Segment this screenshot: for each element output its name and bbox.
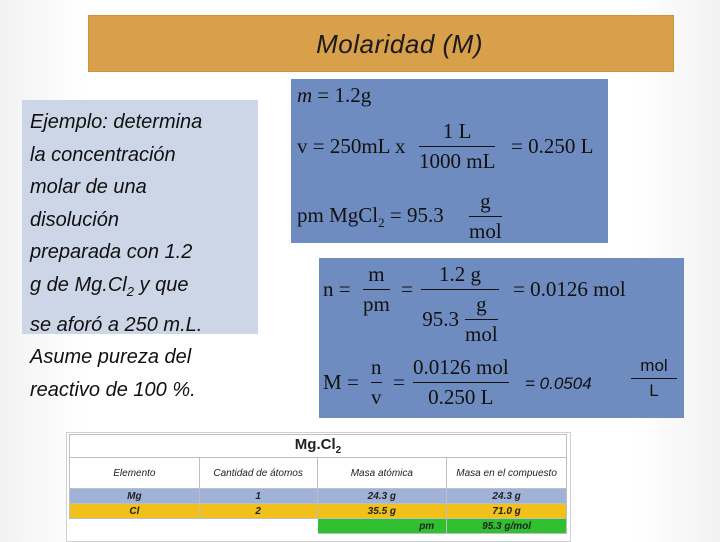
pm-value: 95.3 g/mol — [447, 519, 567, 534]
table-cell: 2 — [199, 504, 317, 519]
example-subscript: 2 — [126, 283, 134, 299]
table-cell: 71.0 g — [447, 504, 567, 519]
example-line-tail: y que — [139, 273, 189, 296]
moles-result: = 0.0126 mol — [513, 277, 626, 301]
fraction-bar — [465, 319, 498, 320]
nested-unit-numerator: g — [476, 292, 487, 316]
fraction-bar — [363, 289, 390, 290]
molar-mass-unit-fraction — [469, 189, 502, 244]
molarity-lhs: M = — [323, 370, 359, 394]
table-row — [70, 489, 567, 504]
molar-mass-label: pm MgCl — [297, 203, 379, 227]
example-line: Ejemplo: determina — [30, 111, 203, 133]
table-cell: Mg — [70, 489, 200, 504]
table-title-text: Mg.Cl — [294, 436, 336, 453]
mass-value: = 1.2g — [317, 83, 372, 107]
example-text — [30, 106, 266, 406]
molarity-unit-fraction — [631, 356, 677, 401]
example-formula: g de Mg.Cl — [30, 273, 127, 296]
slide-title: Molaridad (M) — [316, 29, 483, 59]
equals-sign: = — [393, 370, 405, 394]
table-cell-empty — [70, 519, 200, 534]
volume-result: = 0.250 L — [511, 134, 594, 158]
nested-unit-fraction — [465, 292, 498, 347]
fraction-bar — [371, 382, 382, 383]
example-line: se aforó a 250 m.L. — [30, 313, 203, 336]
example-line: disolución — [30, 208, 119, 231]
nested-unit-denominator: mol — [465, 322, 498, 346]
table-cell: 35.5 g — [317, 504, 447, 519]
column-header: Elemento — [70, 458, 200, 489]
example-line: reactivo de 100 %. — [30, 378, 196, 401]
moles-formula-denominator: pm — [363, 292, 390, 316]
unit-numerator: g — [480, 189, 491, 213]
table-header-row — [70, 458, 567, 489]
table-cell-empty — [199, 519, 317, 534]
table-title — [70, 435, 567, 458]
molar-mass-subscript: 2 — [378, 215, 385, 231]
example-line — [30, 269, 266, 309]
moles-value-numerator: 1.2 g — [439, 262, 481, 286]
table-total-row — [70, 519, 567, 534]
fraction-bar — [421, 289, 499, 290]
moles-formula-numerator: m — [368, 262, 385, 286]
molarity-formula-denominator: v — [371, 385, 382, 409]
fraction-bar — [419, 146, 495, 147]
equation-box-solution — [319, 258, 684, 418]
volume-fraction-denominator: 1000 mL — [419, 149, 496, 173]
moles-value-fraction — [421, 262, 499, 347]
molarity-unit-numerator: mol — [640, 356, 668, 375]
example-line: molar de una — [30, 176, 147, 199]
molarity-formula-fraction — [371, 355, 382, 410]
moles-lhs: n = — [323, 277, 351, 301]
example-line: la concentración — [30, 143, 176, 166]
molar-mass-value: = 95.3 — [389, 203, 444, 227]
column-header: Masa atómica — [317, 458, 447, 489]
unit-denominator: mol — [469, 219, 502, 243]
volume-fraction-numerator: 1 L — [442, 119, 472, 143]
table-cell: 24.3 g — [447, 489, 567, 504]
column-header: Cantidad de átomos — [199, 458, 317, 489]
volume-lhs: v = 250mL x — [297, 134, 406, 158]
table-cell: 1 — [199, 489, 317, 504]
table-cell: 24.3 g — [317, 489, 447, 504]
example-line: Asume pureza del — [30, 346, 192, 369]
pm-label: pm — [317, 519, 447, 534]
molarity-value-denominator: 0.250 L — [428, 385, 494, 409]
molarity-result-value: = 0.0504 — [525, 374, 592, 393]
title-bar — [88, 15, 674, 72]
molarity-value-fraction — [413, 355, 509, 410]
table-row — [70, 504, 567, 519]
molar-mass-table — [69, 434, 567, 534]
molar-mass-lhs — [297, 203, 444, 231]
molarity-formula-numerator: n — [371, 355, 382, 379]
moles-value-denominator — [422, 292, 497, 347]
molarity-unit-denominator: L — [649, 381, 659, 400]
molarity-result — [525, 370, 592, 395]
fraction-bar — [413, 382, 509, 383]
molar-mass-number: 95.3 — [422, 307, 460, 331]
mass-line — [297, 83, 371, 108]
molarity-value-numerator: 0.0126 mol — [413, 355, 509, 379]
fraction-bar — [631, 378, 677, 379]
table-title-subscript: 2 — [335, 445, 342, 456]
table-title-row — [70, 435, 567, 458]
moles-formula-fraction — [363, 262, 390, 317]
equals-sign: = — [401, 277, 413, 301]
equation-box-given — [291, 79, 608, 243]
volume-conversion-fraction — [419, 119, 495, 174]
column-header: Masa en el compuesto — [447, 458, 567, 489]
mass-symbol: m — [297, 83, 313, 107]
table-cell: Cl — [70, 504, 200, 519]
example-line: preparada con 1.2 — [30, 241, 193, 264]
fraction-bar — [469, 216, 502, 217]
